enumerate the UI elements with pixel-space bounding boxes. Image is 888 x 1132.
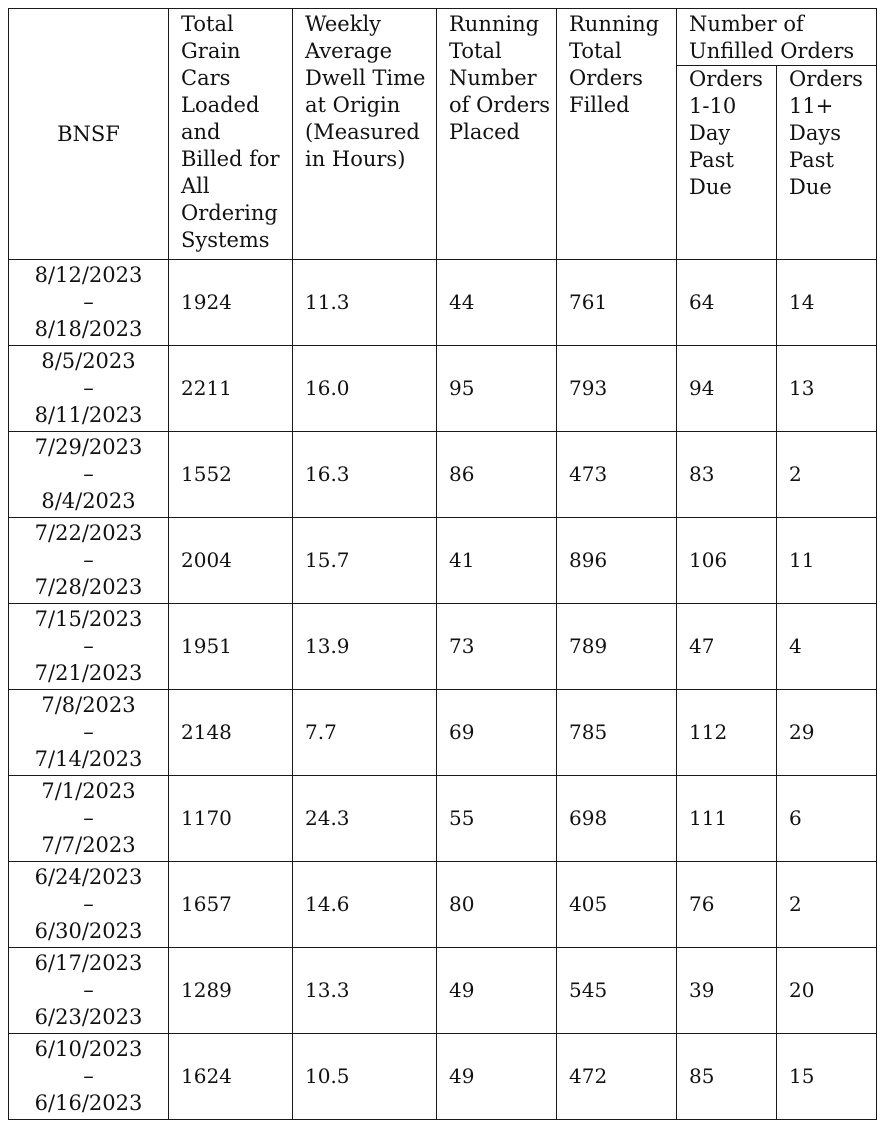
orders-filled-cell: 472 bbox=[557, 1034, 677, 1120]
table-row bbox=[9, 346, 877, 432]
week-dash: – bbox=[83, 462, 94, 486]
past-due-1-10-cell: 83 bbox=[677, 432, 777, 518]
week-start: 7/22/2023 bbox=[34, 521, 143, 545]
week-start: 7/1/2023 bbox=[41, 779, 136, 803]
week-range-cell bbox=[9, 862, 169, 948]
past-due-1-10-cell: 85 bbox=[677, 1034, 777, 1120]
railroad-header: BNSF bbox=[9, 9, 169, 260]
table-row bbox=[9, 260, 877, 346]
dwell-time-cell: 14.6 bbox=[293, 862, 437, 948]
week-start: 7/29/2023 bbox=[34, 435, 143, 459]
cars-loaded-cell: 1657 bbox=[169, 862, 293, 948]
dwell-time-cell: 16.3 bbox=[293, 432, 437, 518]
orders-filled-cell: 793 bbox=[557, 346, 677, 432]
week-end: 6/23/2023 bbox=[34, 1005, 143, 1029]
week-start: 6/24/2023 bbox=[34, 865, 143, 889]
cars-loaded-cell: 2148 bbox=[169, 690, 293, 776]
orders-placed-cell: 80 bbox=[437, 862, 557, 948]
past-due-1-10-header: Orders 1-10 Day Past Due bbox=[677, 66, 777, 260]
header-row bbox=[9, 9, 877, 66]
week-range-cell bbox=[9, 432, 169, 518]
week-range-cell bbox=[9, 604, 169, 690]
past-due-11-plus-cell: 2 bbox=[777, 432, 877, 518]
orders-placed-header: Running Total Number of Orders Placed bbox=[437, 9, 557, 260]
dwell-time-cell: 13.9 bbox=[293, 604, 437, 690]
past-due-1-10-cell: 39 bbox=[677, 948, 777, 1034]
dwell-time-cell: 10.5 bbox=[293, 1034, 437, 1120]
week-end: 8/11/2023 bbox=[34, 403, 143, 427]
week-start: 7/15/2023 bbox=[34, 607, 143, 631]
cars-loaded-cell: 1552 bbox=[169, 432, 293, 518]
week-range-cell bbox=[9, 776, 169, 862]
unfilled-orders-header: Number of Unfilled Orders bbox=[677, 9, 877, 66]
past-due-11-plus-cell: 11 bbox=[777, 518, 877, 604]
cars-loaded-header: Total Grain Cars Loaded and Billed for All Ordering Systems bbox=[169, 9, 293, 260]
week-end: 8/4/2023 bbox=[41, 489, 136, 513]
week-dash: – bbox=[83, 634, 94, 658]
week-end: 7/14/2023 bbox=[34, 747, 143, 771]
past-due-1-10-cell: 94 bbox=[677, 346, 777, 432]
week-dash: – bbox=[83, 720, 94, 744]
past-due-11-plus-cell: 15 bbox=[777, 1034, 877, 1120]
cars-loaded-cell: 1624 bbox=[169, 1034, 293, 1120]
dwell-time-cell: 24.3 bbox=[293, 776, 437, 862]
week-dash: – bbox=[83, 548, 94, 572]
orders-filled-cell: 761 bbox=[557, 260, 677, 346]
table-row bbox=[9, 776, 877, 862]
week-start: 8/12/2023 bbox=[34, 263, 143, 287]
past-due-11-plus-header: Orders 11+ Days Past Due bbox=[777, 66, 877, 260]
orders-placed-cell: 49 bbox=[437, 1034, 557, 1120]
past-due-1-10-cell: 64 bbox=[677, 260, 777, 346]
table-row bbox=[9, 604, 877, 690]
dwell-time-cell: 11.3 bbox=[293, 260, 437, 346]
past-due-11-plus-cell: 2 bbox=[777, 862, 877, 948]
orders-filled-cell: 473 bbox=[557, 432, 677, 518]
orders-placed-cell: 55 bbox=[437, 776, 557, 862]
week-end: 8/18/2023 bbox=[34, 317, 143, 341]
table-row bbox=[9, 518, 877, 604]
week-end: 7/7/2023 bbox=[41, 833, 136, 857]
week-dash: – bbox=[83, 376, 94, 400]
past-due-1-10-cell: 76 bbox=[677, 862, 777, 948]
past-due-11-plus-cell: 20 bbox=[777, 948, 877, 1034]
week-end: 7/28/2023 bbox=[34, 575, 143, 599]
cars-loaded-cell: 1924 bbox=[169, 260, 293, 346]
table-row bbox=[9, 948, 877, 1034]
grain-orders-table bbox=[8, 8, 877, 1120]
past-due-11-plus-cell: 4 bbox=[777, 604, 877, 690]
cars-loaded-cell: 1170 bbox=[169, 776, 293, 862]
past-due-11-plus-cell: 29 bbox=[777, 690, 877, 776]
orders-filled-cell: 405 bbox=[557, 862, 677, 948]
week-dash: – bbox=[83, 1064, 94, 1088]
week-start: 8/5/2023 bbox=[41, 349, 136, 373]
table-row bbox=[9, 690, 877, 776]
week-dash: – bbox=[83, 806, 94, 830]
table-row bbox=[9, 1034, 877, 1120]
table-body bbox=[9, 260, 877, 1120]
orders-filled-cell: 896 bbox=[557, 518, 677, 604]
past-due-1-10-cell: 111 bbox=[677, 776, 777, 862]
past-due-11-plus-cell: 14 bbox=[777, 260, 877, 346]
week-start: 7/8/2023 bbox=[41, 693, 136, 717]
dwell-time-cell: 7.7 bbox=[293, 690, 437, 776]
dwell-time-cell: 13.3 bbox=[293, 948, 437, 1034]
past-due-1-10-cell: 47 bbox=[677, 604, 777, 690]
orders-placed-cell: 69 bbox=[437, 690, 557, 776]
week-range-cell bbox=[9, 518, 169, 604]
week-dash: – bbox=[83, 978, 94, 1002]
past-due-11-plus-cell: 6 bbox=[777, 776, 877, 862]
past-due-11-plus-cell: 13 bbox=[777, 346, 877, 432]
dwell-time-header: Weekly Average Dwell Time at Origin (Measured in Hours) bbox=[293, 9, 437, 260]
orders-placed-cell: 44 bbox=[437, 260, 557, 346]
week-dash: – bbox=[83, 290, 94, 314]
cars-loaded-cell: 2004 bbox=[169, 518, 293, 604]
orders-placed-cell: 86 bbox=[437, 432, 557, 518]
table-row bbox=[9, 432, 877, 518]
week-end: 6/16/2023 bbox=[34, 1091, 143, 1115]
past-due-1-10-cell: 112 bbox=[677, 690, 777, 776]
week-dash: – bbox=[83, 892, 94, 916]
orders-placed-cell: 95 bbox=[437, 346, 557, 432]
orders-filled-cell: 545 bbox=[557, 948, 677, 1034]
orders-placed-cell: 73 bbox=[437, 604, 557, 690]
table-row bbox=[9, 862, 877, 948]
orders-filled-cell: 789 bbox=[557, 604, 677, 690]
week-end: 6/30/2023 bbox=[34, 919, 143, 943]
cars-loaded-cell: 1289 bbox=[169, 948, 293, 1034]
cars-loaded-cell: 2211 bbox=[169, 346, 293, 432]
dwell-time-cell: 16.0 bbox=[293, 346, 437, 432]
dwell-time-cell: 15.7 bbox=[293, 518, 437, 604]
orders-filled-header: Running Total Orders Filled bbox=[557, 9, 677, 260]
past-due-1-10-cell: 106 bbox=[677, 518, 777, 604]
orders-placed-cell: 41 bbox=[437, 518, 557, 604]
week-range-cell bbox=[9, 346, 169, 432]
week-range-cell bbox=[9, 948, 169, 1034]
week-start: 6/10/2023 bbox=[34, 1037, 143, 1061]
cars-loaded-cell: 1951 bbox=[169, 604, 293, 690]
orders-filled-cell: 785 bbox=[557, 690, 677, 776]
week-range-cell bbox=[9, 690, 169, 776]
week-end: 7/21/2023 bbox=[34, 661, 143, 685]
week-start: 6/17/2023 bbox=[34, 951, 143, 975]
week-range-cell bbox=[9, 1034, 169, 1120]
orders-placed-cell: 49 bbox=[437, 948, 557, 1034]
week-range-cell bbox=[9, 260, 169, 346]
orders-filled-cell: 698 bbox=[557, 776, 677, 862]
